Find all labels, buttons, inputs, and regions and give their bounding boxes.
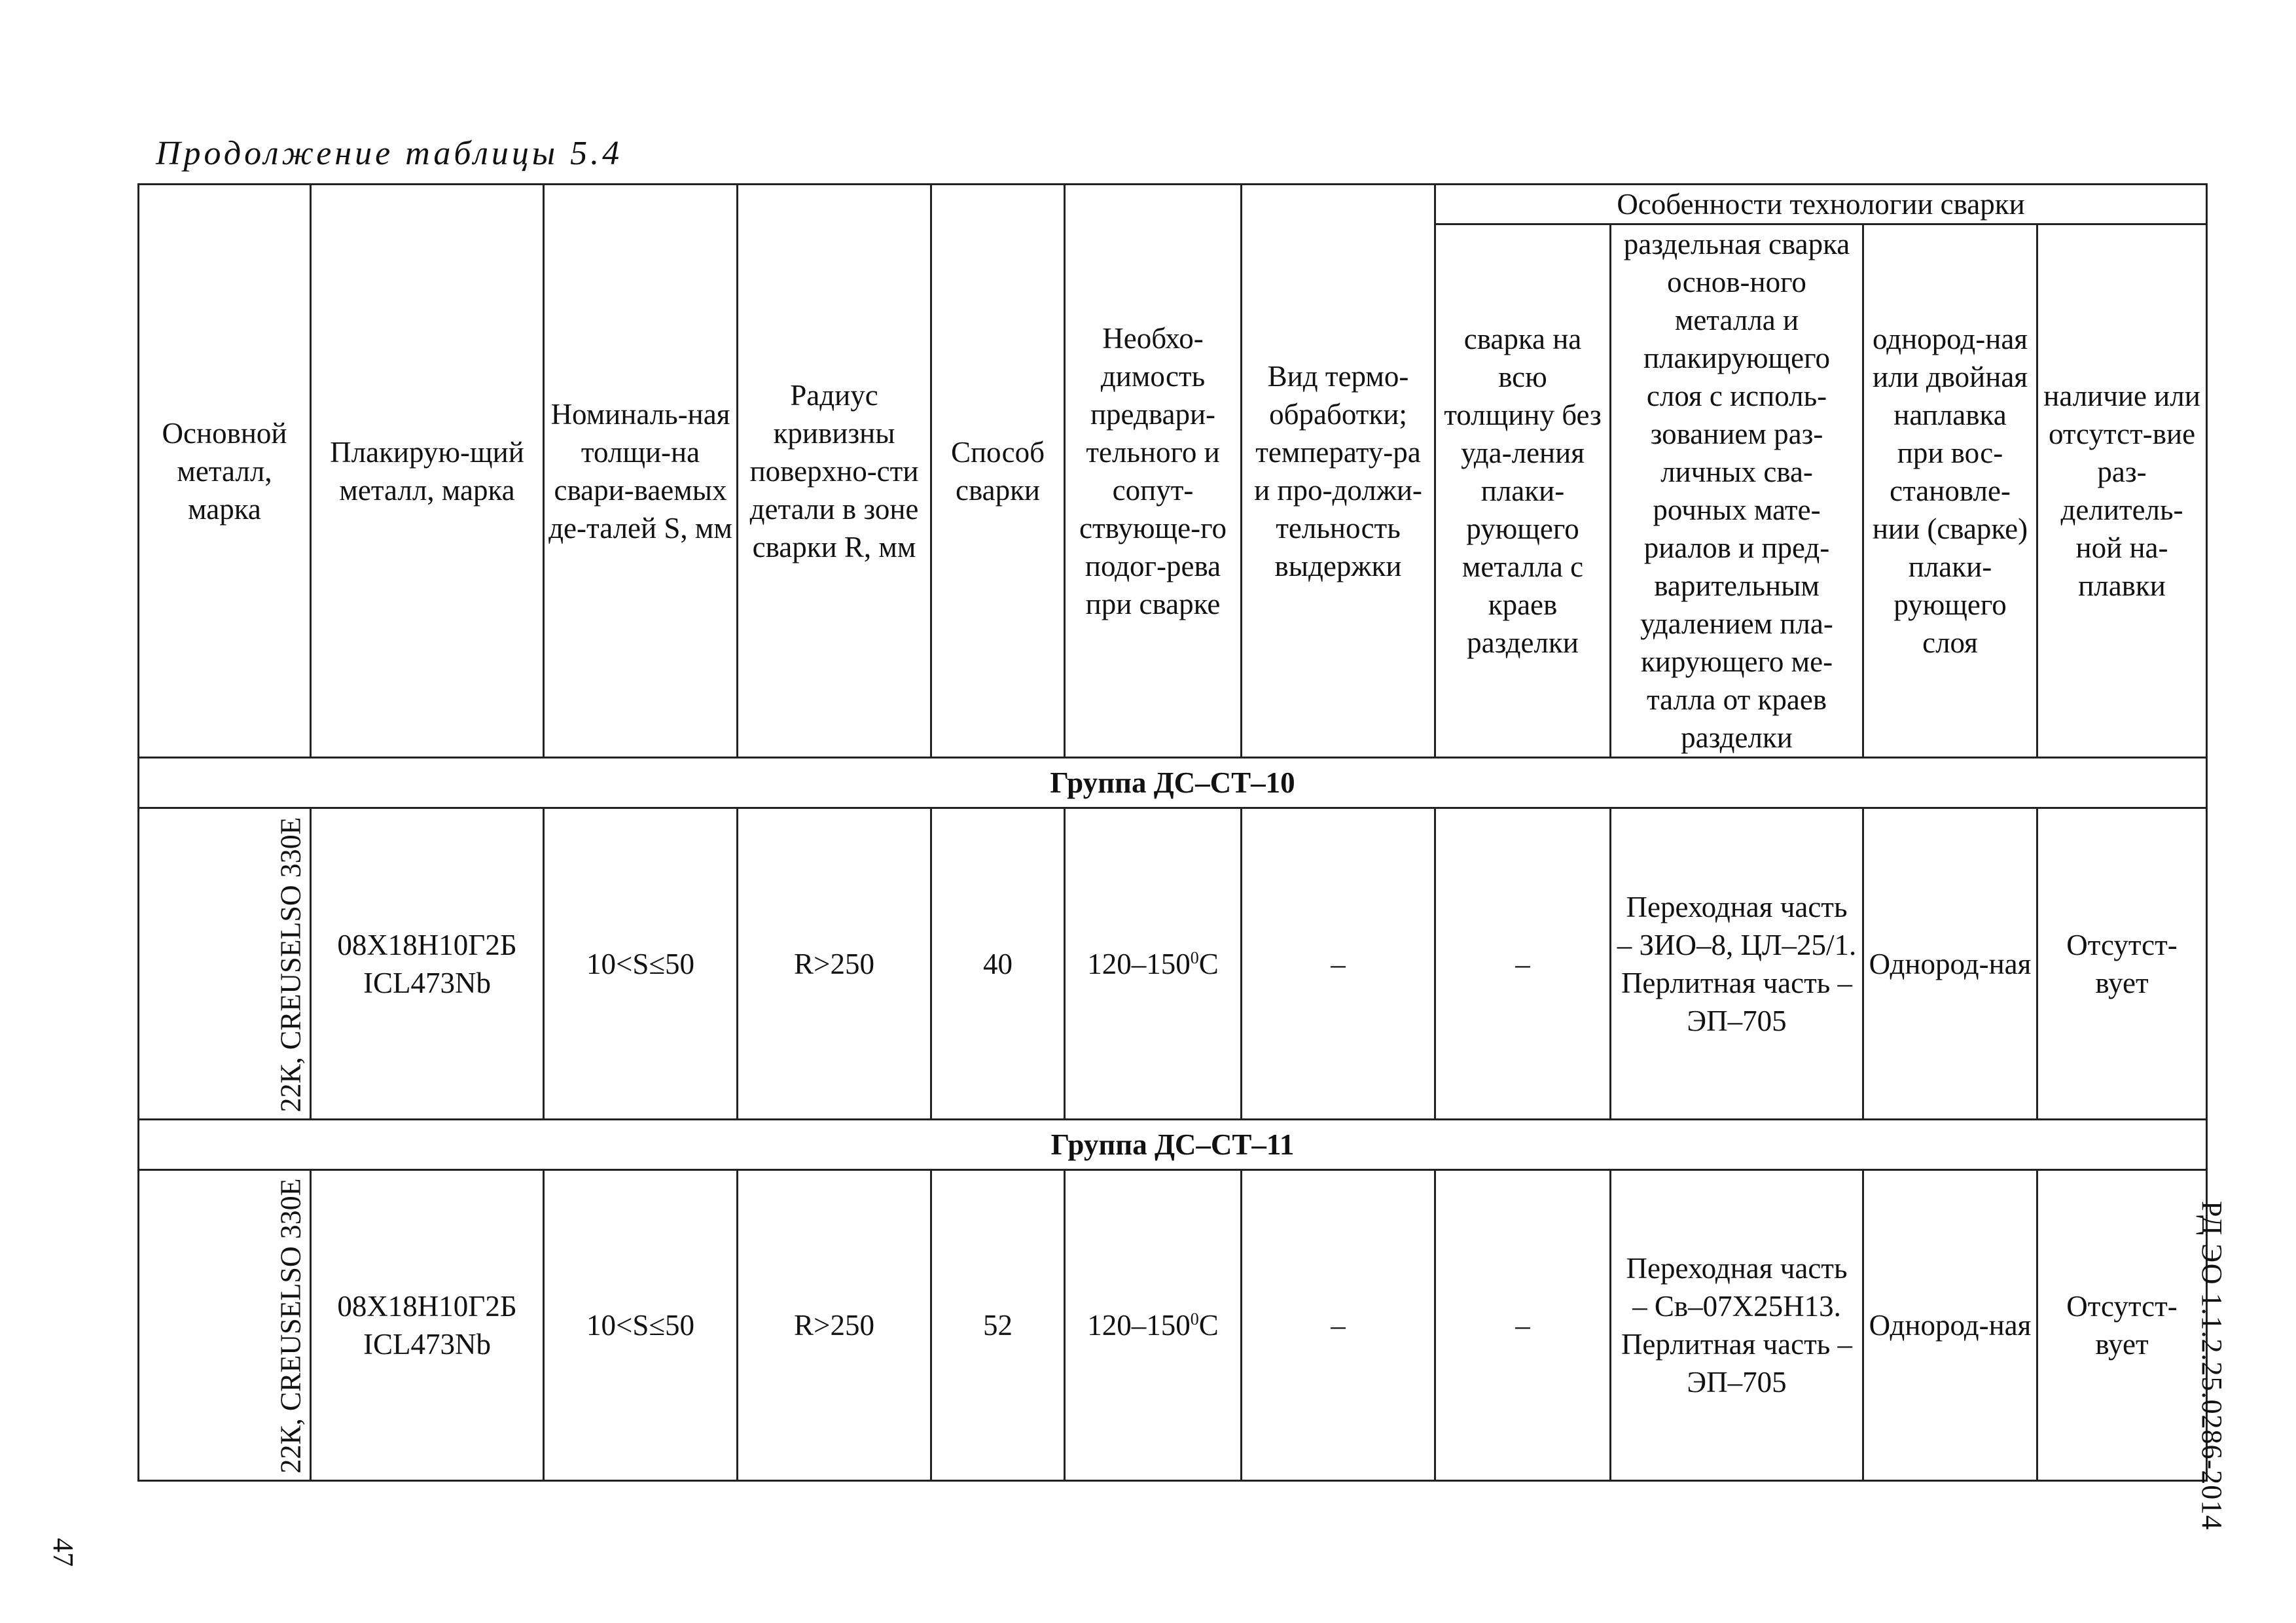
- base-metal-text: 22К, CREUSELSO 330E: [274, 816, 307, 1113]
- separate-cell: Переходная часть – Св–07Х25Н13. Перлитная часть – ЭП–705: [1611, 1170, 1863, 1481]
- welding-table: [137, 183, 2208, 1482]
- header-radius: Радиус кривизны поверхно-сти детали в зоне сварки R, мм: [738, 185, 931, 758]
- page-number: 47: [47, 1538, 79, 1567]
- clad-metal-cell: 08Х18Н10Г2Б ICL473Nb: [311, 808, 544, 1120]
- separating-layer-cell: Отсутст-вует: [2037, 1170, 2207, 1481]
- degree-mark: 0: [1190, 948, 1199, 967]
- degree-mark: 0: [1190, 1310, 1199, 1329]
- header-method: Способ сварки: [931, 185, 1065, 758]
- header-preheat: Необхо-димость предвари-тельного и сопут-ствующе-го подог-рева при сварке: [1065, 185, 1242, 758]
- group-title-11: Группа ДС–СТ–11: [139, 1120, 2207, 1170]
- method-cell: 40: [931, 808, 1065, 1120]
- header-heat-treatment: Вид термо-обработки; температу-ра и про-должи-тельность выдержки: [1242, 185, 1435, 758]
- header-separate: раздельная сварка основ-ного металла и плакирующего слоя с исполь-зованием раз-личных сва-рочных мате-риалов и пред-варительным удалением пла-кирующего ме-талла от краев разделки: [1611, 224, 1863, 758]
- header-single-double: однород-ная или двойная наплавка при вос-становле-нии (сварке) плаки-рующего слоя: [1863, 224, 2037, 758]
- separating-layer-cell: Отсутст-вует: [2037, 808, 2207, 1120]
- base-metal-text: 22К, CREUSELSO 330E: [274, 1178, 307, 1474]
- preheat-unit: С: [1198, 947, 1219, 980]
- preheat-unit: С: [1198, 1309, 1219, 1342]
- radius-cell: R>250: [738, 808, 931, 1120]
- header-clad-metal: Плакирую-щий металл, марка: [311, 185, 544, 758]
- thickness-cell: 10<S≤50: [544, 1170, 738, 1481]
- full-thickness-cell: –: [1435, 1170, 1611, 1481]
- header-full-thickness: сварка на всю толщину без уда-ления плаки-рующего металла с краев разделки: [1435, 224, 1611, 758]
- preheat-value: 120–150: [1087, 1309, 1191, 1342]
- preheat-value: 120–150: [1087, 947, 1191, 980]
- separate-cell: Переходная часть – ЗИО–8, ЦЛ–25/1. Перлитная часть – ЭП–705: [1611, 808, 1863, 1120]
- base-metal-cell: [139, 808, 311, 1120]
- single-double-cell: Однород-ная: [1863, 1170, 2037, 1481]
- method-cell: 52: [931, 1170, 1065, 1481]
- base-metal-cell: [139, 1170, 311, 1481]
- full-thickness-cell: –: [1435, 808, 1611, 1120]
- header-base-metal: Основной металл, марка: [139, 185, 311, 758]
- group-title-10: Группа ДС–СТ–10: [139, 758, 2207, 808]
- document-code: РД ЭО 1.1.2.25.0286-2014: [2196, 1201, 2228, 1531]
- preheat-cell: [1065, 1170, 1242, 1481]
- heat-treatment-cell: –: [1242, 1170, 1435, 1481]
- single-double-cell: Однород-ная: [1863, 808, 2037, 1120]
- header-separating-layer: наличие или отсутст-вие раз-делитель-ной на-плавки: [2037, 224, 2207, 758]
- preheat-cell: [1065, 808, 1242, 1120]
- heat-treatment-cell: –: [1242, 808, 1435, 1120]
- thickness-cell: 10<S≤50: [544, 808, 738, 1120]
- radius-cell: R>250: [738, 1170, 931, 1481]
- header-features-group: Особенности технологии сварки: [1435, 185, 2207, 224]
- table-caption: Продолжение таблицы 5.4: [156, 135, 623, 172]
- header-thickness: Номиналь-ная толщи-на свари-ваемых де-талей S, мм: [544, 185, 738, 758]
- clad-metal-cell: 08Х18Н10Г2Б ICL473Nb: [311, 1170, 544, 1481]
